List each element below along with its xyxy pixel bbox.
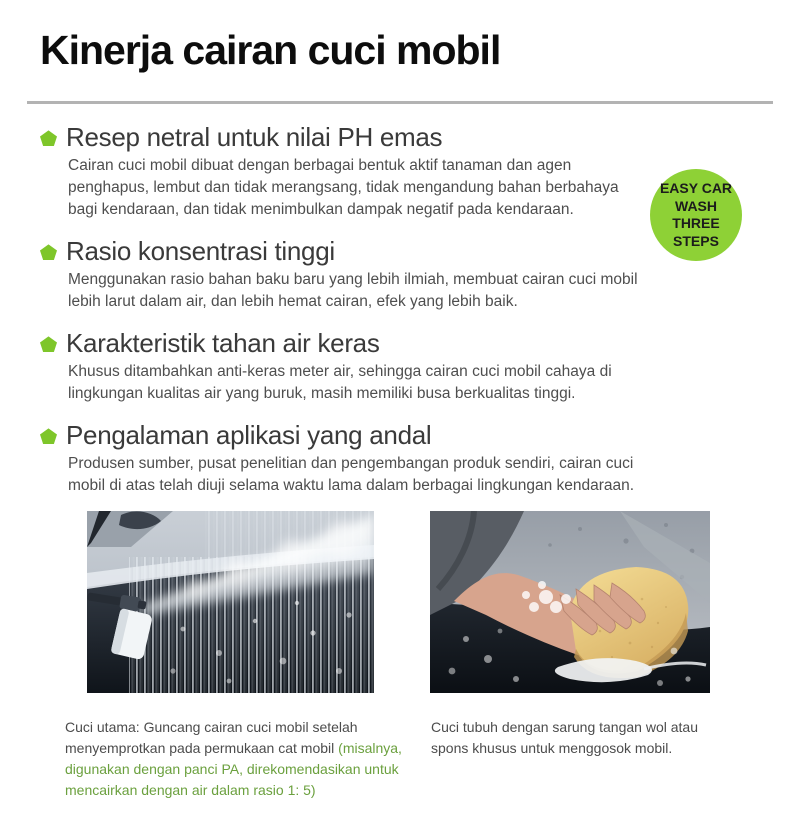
feature-body: Produsen sumber, pusat penelitian dan pengembangan produk sendiri, cairan cuci mobil di atas telah diuji selama waktu lama dalam berbagai lingkungan kendaraan. [68,455,635,495]
pentagon-bullet-icon [40,428,57,444]
pentagon-bullet-icon [40,244,57,260]
feature-body: Cairan cuci mobil dibuat dengan berbagai bentuk aktif tanaman dan agen penghapus, lembut dan tidak merangsang, tidak mengandung bahan berbahaya bagi kendaraan, dan tidak menimbulkan dampak negatif pada kendaraan. [68,157,619,219]
title-divider [27,101,773,104]
feature-heading-row [40,121,800,153]
feature-heading: Rasio konsentrasi tinggi [66,236,335,267]
caption-main-text: Cuci utama: Guncang cairan cuci mobil setelah menyemprotkan pada permukaan cat mobil [65,719,358,757]
badge-line: EASY CAR [659,180,733,196]
caption-sponge [431,717,731,759]
pentagon-bullet-icon [40,130,57,146]
page-root [0,26,800,826]
feature-heading: Resep netral untuk nilai PH emas [66,122,443,153]
caption-note-text: (misalnya, digunakan dengan panci PA, direkomendasikan untuk mencairkan dengan air dalam rasio 1: 5) [65,740,402,799]
pentagon-bullet-icon [40,336,57,352]
figure-row [87,511,800,693]
page-title: Kinerja cairan cuci mobil [40,27,501,73]
feature-heading: Karakteristik tahan air keras [66,328,380,359]
feature-body: Khusus ditambahkan anti-keras meter air, sehingga cairan cuci mobil cahaya di lingkungan kualitas air yang buruk, masih memiliki busa berkualitas tinggi. [68,363,612,403]
caption-main-text: Cuci tubuh dengan sarung tangan wol atau spons khusus untuk menggosok mobil. [431,719,698,757]
caption-row [65,703,800,815]
spray-wash-photo [87,511,374,693]
feature-body: Menggunakan rasio bahan baku baru yang lebih ilmiah, membuat cairan cuci mobil lebih larut dalam air, dan lebih hemat cairan, efek yang lebih baik. [68,271,638,311]
spray-wash-image [87,511,374,693]
feature-item-hard-water [0,327,800,405]
badge-line: STEPS [673,232,719,249]
feature-item-experience [0,419,800,497]
sponge-wash-image [430,511,710,693]
feature-heading: Pengalaman aplikasi yang andal [66,420,432,451]
steps-badge [650,169,742,261]
badge-line: WASH THREE [672,197,720,231]
feature-heading-row [40,327,800,359]
caption-spray [65,717,423,801]
feature-heading-row [40,419,800,451]
sponge-wash-photo [430,511,710,693]
